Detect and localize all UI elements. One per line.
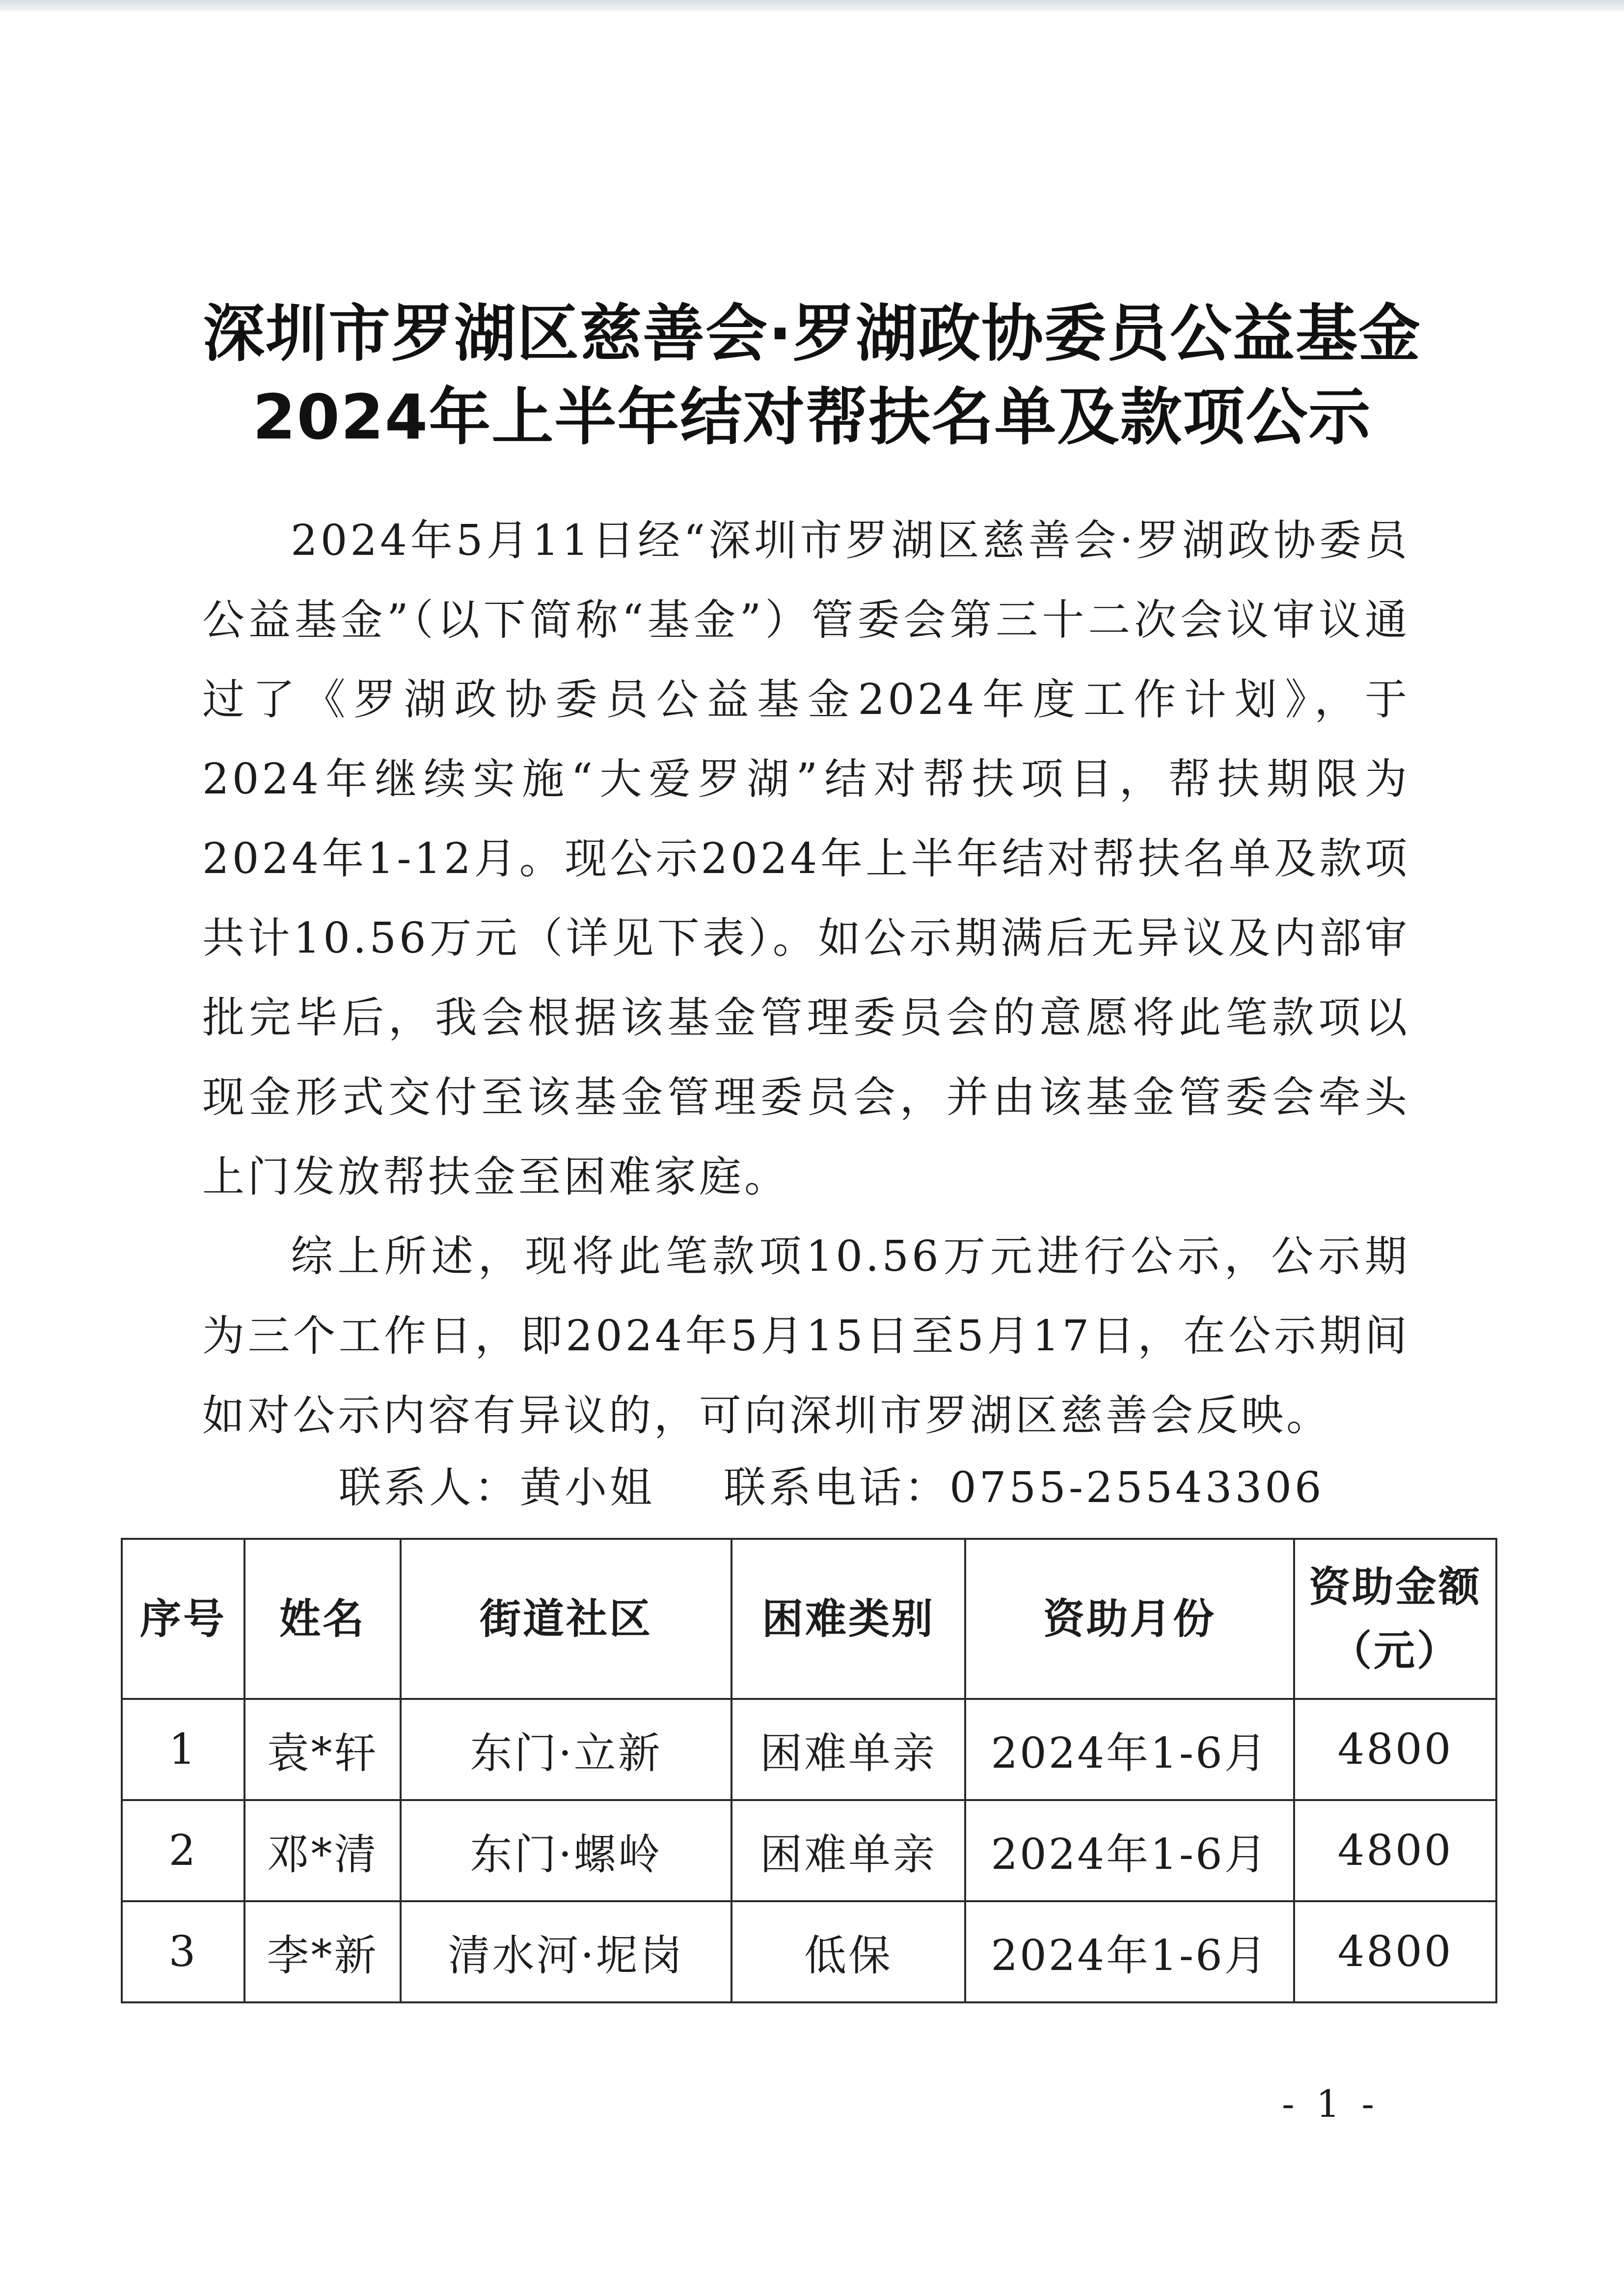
contact-phone: 0755-25543306 bbox=[949, 1463, 1325, 1512]
cell-name: 李*新 bbox=[244, 1901, 401, 2002]
cell-index: 1 bbox=[122, 1699, 244, 1800]
header-months: 资助月份 bbox=[965, 1539, 1294, 1699]
body-paragraph-2: 综上所述，现将此笔款项10.56万元进行公示，公示期为三个工作日，即2024年5月15日至5月17日，在公示期间如对公示内容有异议的，可向深圳市罗湖区慈善会反映。 bbox=[202, 1232, 1410, 1440]
body-paragraph-1: 2024年5月11日经“深圳市罗湖区慈善会·罗湖政协委员公益基金”（以下简称“基金”）管委会第三十二次会议审议通过了《罗湖政协委员公益基金2024年度工作计划》，于2024年继续实施“大爱罗湖”结对帮扶项目，帮扶期限为2024年1-12月。现公示2024年上半年结对帮扶名单及款项共计10.56万元（详见下表）。如公示期满后无异议及内部审批完毕后，我会根据该基金管理委员会的意愿将此笔款项以现金形式交付至该基金管理委员会，并由该基金管委会牵头上门发放帮扶金至困难家庭。 bbox=[202, 516, 1410, 1202]
cell-index: 3 bbox=[122, 1901, 244, 2002]
table-header-row bbox=[122, 1539, 1496, 1699]
contact-person: 黄小姐 bbox=[519, 1463, 655, 1512]
table-row bbox=[122, 1800, 1496, 1901]
cell-amount: 4800 bbox=[1294, 1901, 1496, 2002]
assistance-table bbox=[121, 1538, 1497, 2003]
cell-community: 东门·螺岭 bbox=[401, 1800, 731, 1901]
document-title-line-2: 2024年上半年结对帮扶名单及款项公示 bbox=[252, 381, 1372, 453]
cell-hardship-type: 困难单亲 bbox=[731, 1699, 965, 1800]
cell-community: 东门·立新 bbox=[401, 1699, 731, 1800]
cell-months: 2024年1-6月 bbox=[965, 1699, 1294, 1800]
header-index: 序号 bbox=[122, 1539, 244, 1699]
cell-name: 袁*轩 bbox=[244, 1699, 401, 1800]
cell-amount: 4800 bbox=[1294, 1800, 1496, 1901]
cell-community: 清水河·坭岗 bbox=[401, 1901, 731, 2002]
table-row bbox=[122, 1901, 1496, 2002]
document-title-line-1: 深圳市罗湖区慈善会·罗湖政协委员公益基金 bbox=[203, 298, 1421, 370]
header-community: 街道社区 bbox=[401, 1539, 731, 1699]
contact-phone-label: 联系电话： bbox=[724, 1463, 949, 1512]
scan-edge bbox=[0, 0, 1624, 11]
table-row bbox=[122, 1699, 1496, 1800]
cell-hardship-type: 低保 bbox=[731, 1901, 965, 2002]
header-name: 姓名 bbox=[244, 1539, 401, 1699]
cell-hardship-type: 困难单亲 bbox=[731, 1800, 965, 1901]
header-hardship-type: 困难类别 bbox=[731, 1539, 965, 1699]
cell-months: 2024年1-6月 bbox=[965, 1901, 1294, 2002]
cell-name: 邓*清 bbox=[244, 1800, 401, 1901]
contact-line bbox=[339, 1463, 1325, 1512]
page-number: - 1 - bbox=[1281, 2082, 1380, 2126]
cell-amount: 4800 bbox=[1294, 1699, 1496, 1800]
cell-months: 2024年1-6月 bbox=[965, 1800, 1294, 1901]
cell-index: 2 bbox=[122, 1800, 244, 1901]
contact-person-label: 联系人： bbox=[339, 1463, 519, 1512]
header-amount: 资助金额（元） bbox=[1294, 1539, 1496, 1699]
